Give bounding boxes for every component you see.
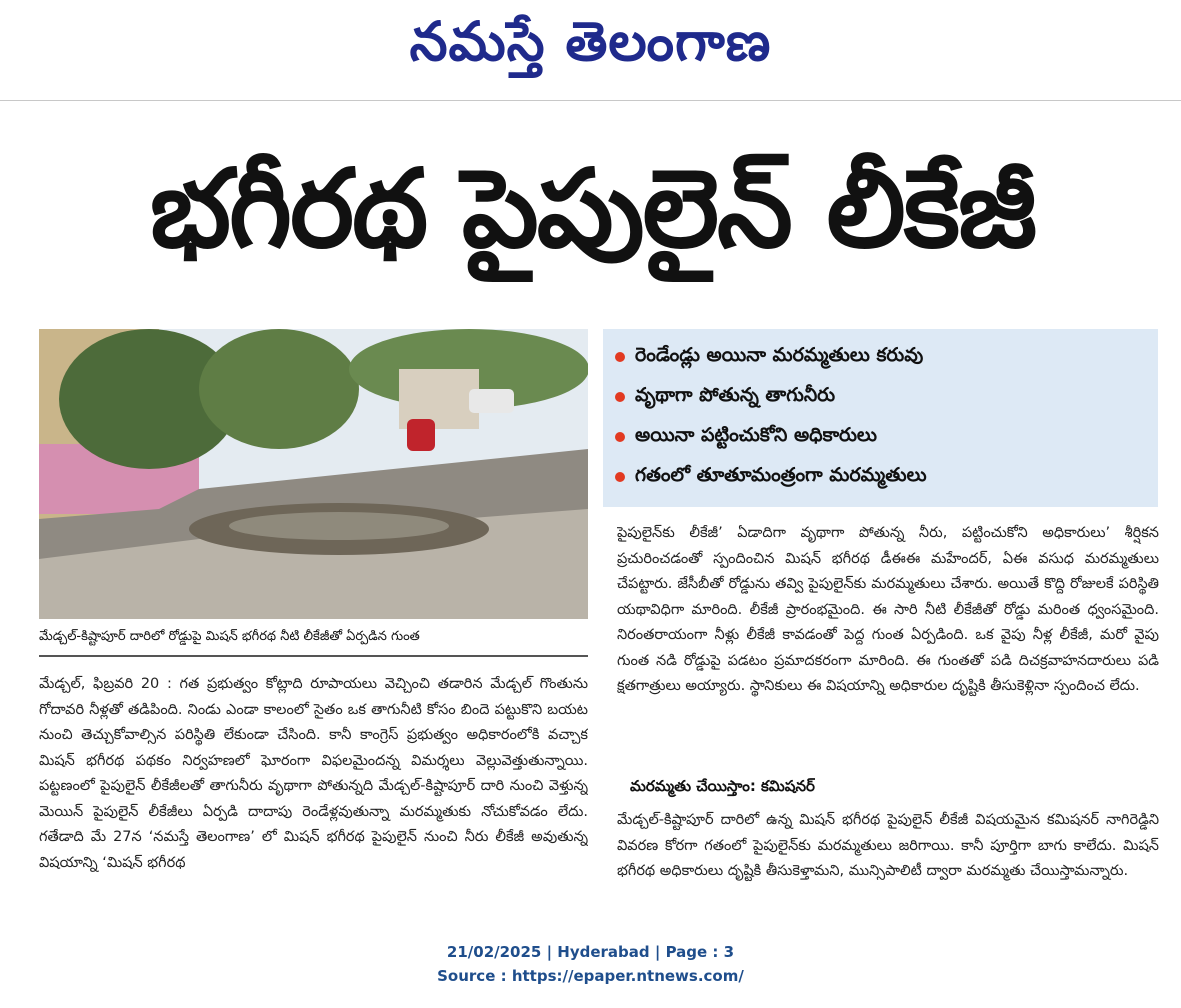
highlight-item bbox=[615, 337, 1146, 377]
footer-source: Source : https://epaper.ntnews.com/ bbox=[437, 967, 744, 985]
article-body-left: మేడ్చల్‌, ఫిబ్రవరి 20 : గత ప్రభుత్వం కోట్లాది రూపాయలు వెచ్చించి తడారిన మేడ్చల్‌ గొంతును గోదావరి నీళ్లతో తడిపింది. నిండు ఎండా కాలంలో సైతం ఒక తాగునీటి కోసం బిందె పట్టుకొని బయట నుంచి తెచ్చుకోవాల్సిన పరిస్థితి లేకుండా చేసింది. కానీ కాంగ్రెస్‌ ప్రభుత్వం అధికారంలోకి వచ్చాక మిషన్‌ భగీరథ పథకం నిర్వహణలో ఘోరంగా విఫలమైందన్న విమర్శలు వెల్లువెత్తుతున్నాయి. పట్టణంలో పైపులైన్‌ లీకేజీలతో తాగునీరు వృథాగా పోతున్నది మేడ్చల్‌-కిష్టాపూర్‌ దారి నుంచి వెళ్తున్న మెయిన్‌ పైపులైన్‌ లీకేజీలు ఏర్పడి దాదాపు రెండేళ్లవుతున్నా మరమ్మతుకు నోచుకోవడం లేదు. గతేడాది మే 27న ‘నమస్తే తెలంగాణ’ లో మిషన్‌ భగీరథ పైపులైన్‌ నుంచి నీరు లీకేజీ అవుతున్న విషయాన్ని ‘మిషన్‌ భగీరథ bbox=[39, 676, 588, 871]
article-body-right-continued: మేడ్చల్‌-కిష్టాపూర్‌ దారిలో ఉన్న మిషన్‌ భగీరథ పైపులైన్‌ లీకేజీ విషయమైన కమిషనర్‌ నాగిరెడ్డిని వివరణ కోరగా గతంలో పైపులైన్‌కు మరమ్మతులు జరిగాయి. కానీ పూర్తిగా బాగు కాలేదు. మిషన్‌ భగీరథ అధికారులు దృష్టికి తీసుకెళ్తామని, మున్సిపాలిటీ ద్వారా మరమ్మతు చేయిస్తామన్నారు. bbox=[617, 812, 1159, 879]
masthead-divider bbox=[0, 100, 1181, 101]
highlights-box bbox=[603, 329, 1158, 507]
newspaper-logo: నమస్తే తెలంగాణ bbox=[409, 9, 772, 73]
highlight-item bbox=[615, 377, 1146, 417]
highlight-text: రెండేండ్లు అయినా మరమ్మతులు కరువు bbox=[635, 343, 924, 366]
bullet-icon bbox=[615, 432, 625, 442]
bullet-icon bbox=[615, 392, 625, 402]
masthead bbox=[0, 0, 1181, 96]
photo-caption: మేడ్చల్‌-కిష్టాపూర్‌ దారిలో రోడ్డుపై మిషన్‌ భగీరథ నీటి లీకేజీతో ఏర్పడిన గుంత bbox=[39, 629, 420, 644]
article-subheading: మరమ్మతు చేయిస్తాం: కమిషనర్‌ bbox=[630, 777, 815, 795]
road-scene-illustration bbox=[39, 329, 588, 619]
footer-date-location: 21/02/2025 | Hyderabad | Page : 3 bbox=[446, 943, 735, 961]
highlight-text: వృథాగా పోతున్న తాగునీరు bbox=[635, 383, 836, 406]
article-body-right: పైపులైన్‌కు లీకేజీ’ ఏడాదిగా వృథాగా పోతున్న నీరు, పట్టించుకోని అధికారులు’ శీర్షికన ప్రచురించడంతో స్పందించిన మిషన్‌ భగీరథ డీఈఈ మహేందర్‌, ఏఈ వసుధ మరమ్మతులు చేపట్టారు. జేసీబీతో రోడ్డును తవ్వి పైపులైన్‌కు మరమ్మతులు చేశారు. అయితే కొద్ది రోజులకే పరిస్థితి యథావిధిగా మారింది. లీకేజీ ప్రారంభమైంది. ఈ సారి నీటి లీకేజీతో రోడ్డు మరింత ధ్వంసమైంది. నిరంతరాయంగా నీళ్లు లీకేజీ కావడంతో పెద్ద గుంత ఏర్పడింది. ఒక వైపు నీళ్ల లీకేజీ, మరో వైపు గుంత నడి రోడ్డుపై పడటం ప్రమాదకరంగా మారింది. ఈ గుంతతో పడి దిచక్రవాహనదారులు పడి క్షతగాత్రులు అయ్యారు. స్థానికులు ఈ విషయాన్ని అధికారుల దృష్టికి తీసుకెళ్లినా స్పందించ లేదు. bbox=[617, 525, 1159, 694]
highlight-text: అయినా పట్టించుకోని అధికారులు bbox=[635, 423, 877, 446]
page-footer bbox=[0, 940, 1181, 988]
highlight-text: గతంలో తూతూమంత్రంగా మరమ్మతులు bbox=[635, 463, 927, 486]
bullet-icon bbox=[615, 352, 625, 362]
headline: భగీరథ పైపులైన్ లీకేజీ bbox=[150, 146, 1035, 272]
caption-divider bbox=[39, 655, 588, 657]
highlight-item bbox=[615, 417, 1146, 457]
news-photo bbox=[39, 329, 588, 619]
highlight-item bbox=[615, 457, 1146, 497]
bullet-icon bbox=[615, 472, 625, 482]
